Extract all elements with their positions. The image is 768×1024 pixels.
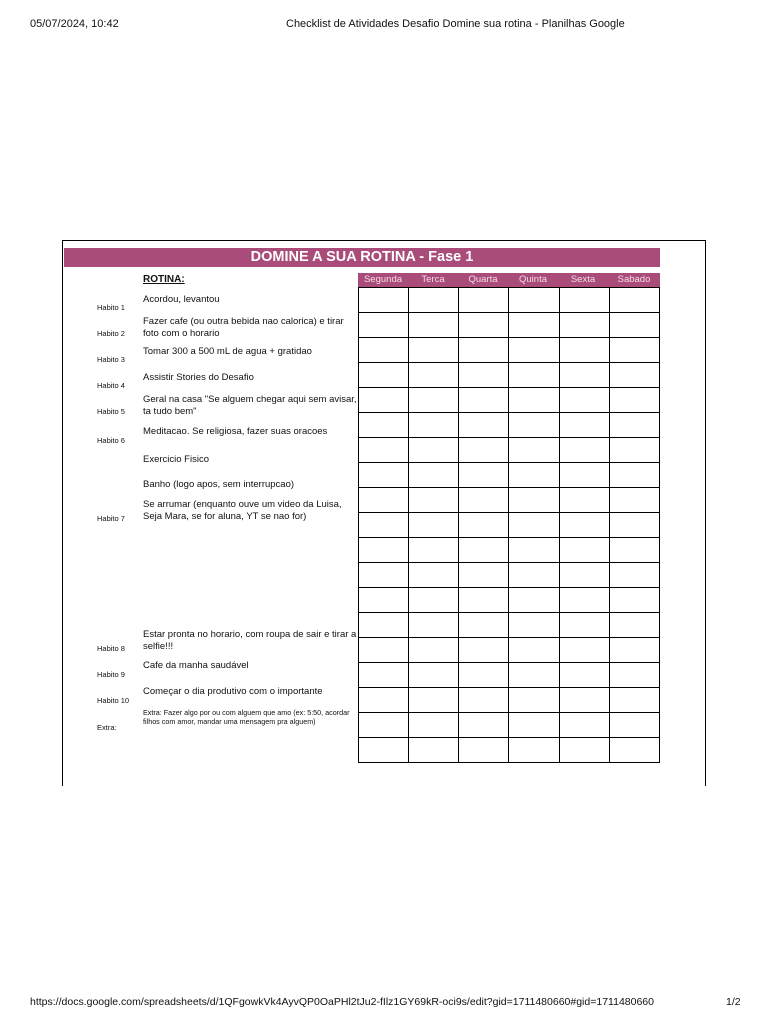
check-cell-sexta[interactable] [559, 563, 609, 588]
grid-row [359, 563, 660, 588]
grid-row [359, 288, 660, 313]
habit-description: Exercicio Fisico [143, 454, 209, 465]
check-cell-segunda[interactable] [359, 538, 409, 563]
check-cell-terca[interactable] [409, 363, 459, 388]
habit-description: Geral na casa "Se alguem chegar aqui sem avisar, ta tudo bem" [143, 394, 357, 417]
check-cell-quarta[interactable] [459, 313, 509, 338]
check-cell-segunda[interactable] [359, 638, 409, 663]
sheet-top-border [62, 240, 706, 241]
check-cell-quinta[interactable] [509, 313, 559, 338]
habit-row [62, 677, 358, 703]
check-cell-segunda[interactable] [359, 688, 409, 713]
grid-row [359, 438, 660, 463]
check-cell-segunda[interactable] [359, 413, 409, 438]
check-cell-terca[interactable] [409, 413, 459, 438]
sheet-right-border [705, 240, 706, 786]
check-cell-quarta[interactable] [459, 538, 509, 563]
print-header-datetime: 05/07/2024, 10:42 [30, 18, 119, 30]
check-cell-sabado[interactable] [609, 413, 659, 438]
check-cell-terca[interactable] [409, 688, 459, 713]
grid-row [359, 513, 660, 538]
check-cell-quinta[interactable] [509, 288, 559, 313]
habit-label: Habito 10 [97, 696, 130, 705]
habit-row [62, 495, 358, 521]
check-cell-segunda[interactable] [359, 438, 409, 463]
day-label-segunda: Segunda [363, 274, 403, 285]
check-cell-quinta[interactable] [509, 638, 559, 663]
print-footer-page: 1/2 [726, 996, 741, 1008]
grid-row [359, 313, 660, 338]
check-cell-sabado[interactable] [609, 488, 659, 513]
check-cell-quarta[interactable] [459, 738, 509, 763]
habit-row [62, 391, 358, 417]
habit-label: Habito 5 [97, 407, 125, 416]
day-label-sabado: Sabado [617, 274, 651, 285]
check-cell-quinta[interactable] [509, 538, 559, 563]
check-cell-terca[interactable] [409, 488, 459, 513]
habit-label: Habito 2 [97, 329, 125, 338]
banner-title: DOMINE A SUA ROTINA - Fase 1 [64, 248, 660, 267]
check-cell-segunda[interactable] [359, 563, 409, 588]
check-cell-terca[interactable] [409, 338, 459, 363]
check-cell-sabado[interactable] [609, 688, 659, 713]
print-header-title: Checklist de Atividades Desafio Domine sua rotina - Planilhas Google [286, 18, 625, 30]
check-cell-quinta[interactable] [509, 563, 559, 588]
habit-row [62, 339, 358, 365]
habit-description: Extra: Fazer algo por ou com alguem que amo (ex: 5:50, acordar filhos com amor, mandar uma mensagem pra alguem) [143, 708, 350, 726]
grid-row [359, 338, 660, 363]
checklist-grid [358, 287, 660, 763]
check-cell-sabado[interactable] [609, 588, 659, 613]
check-cell-quarta[interactable] [459, 463, 509, 488]
habit-description: Tomar 300 a 500 mL de agua + gratidao [143, 346, 312, 357]
print-footer-url: https://docs.google.com/spreadsheets/d/1QFgowkVk4AyvQP0OaPHl2tJu2-fIlz1GY69kR-oci9s/edit?gid=1711480660#gid=1711480660 [30, 996, 654, 1008]
check-cell-sabado[interactable] [609, 638, 659, 663]
check-cell-sexta[interactable] [559, 288, 609, 313]
check-cell-segunda[interactable] [359, 713, 409, 738]
habit-label: Habito 4 [97, 381, 125, 390]
check-cell-quinta[interactable] [509, 413, 559, 438]
check-cell-quarta[interactable] [459, 338, 509, 363]
check-cell-quarta[interactable] [459, 413, 509, 438]
habit-row [62, 417, 358, 443]
habit-label: Habito 1 [97, 303, 125, 312]
check-cell-sexta[interactable] [559, 413, 609, 438]
check-cell-quarta[interactable] [459, 638, 509, 663]
check-cell-quinta[interactable] [509, 338, 559, 363]
habit-label: Habito 7 [97, 514, 125, 523]
check-cell-terca[interactable] [409, 463, 459, 488]
check-cell-sexta[interactable] [559, 363, 609, 388]
check-cell-quinta[interactable] [509, 588, 559, 613]
habit-label: Habito 6 [97, 436, 125, 445]
habit-row [62, 651, 358, 677]
check-cell-sexta[interactable] [559, 463, 609, 488]
day-label-terca: Terca [421, 274, 445, 285]
check-cell-sabado[interactable] [609, 388, 659, 413]
habit-row [62, 287, 358, 313]
check-cell-sexta[interactable] [559, 663, 609, 688]
check-cell-terca[interactable] [409, 513, 459, 538]
grid-row [359, 613, 660, 638]
check-cell-quinta[interactable] [509, 663, 559, 688]
check-cell-quinta[interactable] [509, 738, 559, 763]
check-cell-sabado[interactable] [609, 513, 659, 538]
check-cell-segunda[interactable] [359, 463, 409, 488]
check-cell-quarta[interactable] [459, 488, 509, 513]
check-cell-terca[interactable] [409, 663, 459, 688]
check-cell-sabado[interactable] [609, 713, 659, 738]
check-cell-terca[interactable] [409, 638, 459, 663]
check-cell-sabado[interactable] [609, 313, 659, 338]
habit-label: Habito 9 [97, 670, 125, 679]
habit-row [62, 703, 358, 732]
check-cell-sabado[interactable] [609, 613, 659, 638]
habit-description: Fazer cafe (ou outra bebida nao calorica) e tirar foto com o horario [143, 316, 344, 339]
check-cell-sexta[interactable] [559, 313, 609, 338]
habit-row [62, 443, 358, 469]
check-cell-sabado[interactable] [609, 538, 659, 563]
check-cell-sexta[interactable] [559, 738, 609, 763]
grid-row [359, 588, 660, 613]
check-cell-segunda[interactable] [359, 288, 409, 313]
check-cell-terca[interactable] [409, 538, 459, 563]
check-cell-segunda[interactable] [359, 513, 409, 538]
check-cell-quarta[interactable] [459, 688, 509, 713]
check-cell-terca[interactable] [409, 738, 459, 763]
check-cell-segunda[interactable] [359, 488, 409, 513]
habit-description: Começar o dia produtivo com o importante [143, 686, 323, 697]
habit-label: Extra: [97, 723, 117, 732]
check-cell-segunda[interactable] [359, 313, 409, 338]
check-cell-sabado[interactable] [609, 463, 659, 488]
check-cell-quinta[interactable] [509, 388, 559, 413]
check-cell-sabado[interactable] [609, 563, 659, 588]
habit-description: Assistir Stories do Desafio [143, 372, 254, 383]
check-cell-quarta[interactable] [459, 288, 509, 313]
check-cell-quarta[interactable] [459, 363, 509, 388]
check-cell-quarta[interactable] [459, 613, 509, 638]
grid-row [359, 713, 660, 738]
check-cell-quarta[interactable] [459, 388, 509, 413]
habit-description: Se arrumar (enquanto ouve um video da Luisa, Seja Mara, se for aluna, YT se nao for) [143, 499, 342, 522]
grid-row [359, 363, 660, 388]
check-cell-sabado[interactable] [609, 438, 659, 463]
grid-row [359, 413, 660, 438]
day-label-quarta: Quarta [468, 274, 498, 285]
habit-description: Acordou, levantou [143, 294, 220, 305]
check-cell-quarta[interactable] [459, 438, 509, 463]
day-label-sexta: Sexta [570, 274, 596, 285]
check-cell-quarta[interactable] [459, 588, 509, 613]
check-cell-segunda[interactable] [359, 338, 409, 363]
check-cell-terca[interactable] [409, 388, 459, 413]
check-cell-terca[interactable] [409, 563, 459, 588]
grid-row [359, 663, 660, 688]
check-cell-segunda[interactable] [359, 738, 409, 763]
grid-row [359, 538, 660, 563]
check-cell-sexta[interactable] [559, 388, 609, 413]
check-cell-sabado[interactable] [609, 338, 659, 363]
check-cell-terca[interactable] [409, 288, 459, 313]
check-cell-quarta[interactable] [459, 713, 509, 738]
check-cell-segunda[interactable] [359, 663, 409, 688]
check-cell-segunda[interactable] [359, 588, 409, 613]
check-cell-quinta[interactable] [509, 713, 559, 738]
grid-row [359, 738, 660, 763]
check-cell-sexta[interactable] [559, 713, 609, 738]
check-cell-sexta[interactable] [559, 613, 609, 638]
habit-label: Habito 3 [97, 355, 125, 364]
check-cell-terca[interactable] [409, 613, 459, 638]
check-cell-sexta[interactable] [559, 538, 609, 563]
check-cell-terca[interactable] [409, 713, 459, 738]
check-cell-sexta[interactable] [559, 588, 609, 613]
check-cell-quinta[interactable] [509, 463, 559, 488]
check-cell-sexta[interactable] [559, 513, 609, 538]
habit-row [62, 469, 358, 495]
check-cell-sexta[interactable] [559, 688, 609, 713]
grid-row [359, 638, 660, 663]
check-cell-sexta[interactable] [559, 488, 609, 513]
check-cell-quinta[interactable] [509, 438, 559, 463]
check-cell-quinta[interactable] [509, 613, 559, 638]
check-cell-sabado[interactable] [609, 738, 659, 763]
check-cell-quarta[interactable] [459, 563, 509, 588]
grid-row [359, 388, 660, 413]
check-cell-segunda[interactable] [359, 613, 409, 638]
check-cell-quinta[interactable] [509, 688, 559, 713]
grid-row [359, 463, 660, 488]
check-cell-sexta[interactable] [559, 638, 609, 663]
grid-row [359, 488, 660, 513]
check-cell-sexta[interactable] [559, 438, 609, 463]
habit-description: Cafe da manha saudável [143, 660, 249, 671]
habit-row [62, 313, 358, 339]
check-cell-sabado[interactable] [609, 288, 659, 313]
check-cell-sexta[interactable] [559, 338, 609, 363]
day-label-quinta: Quinta [519, 274, 547, 285]
habit-row [62, 625, 358, 651]
check-cell-quarta[interactable] [459, 513, 509, 538]
rotina-label: ROTINA: [143, 274, 185, 285]
check-cell-terca[interactable] [409, 588, 459, 613]
check-cell-segunda[interactable] [359, 388, 409, 413]
check-cell-terca[interactable] [409, 438, 459, 463]
habit-description: Estar pronta no horario, com roupa de sair e tirar a selfie!!! [143, 629, 357, 652]
check-cell-quinta[interactable] [509, 488, 559, 513]
check-cell-sabado[interactable] [609, 363, 659, 388]
check-cell-quarta[interactable] [459, 663, 509, 688]
habit-label: Habito 8 [97, 644, 125, 653]
check-cell-segunda[interactable] [359, 363, 409, 388]
grid-row [359, 688, 660, 713]
habit-description: Banho (logo apos, sem interrupcao) [143, 479, 295, 490]
spreadsheet-page [62, 240, 706, 786]
check-cell-quinta[interactable] [509, 363, 559, 388]
habit-description: Meditacao. Se religiosa, fazer suas oracoes [143, 426, 328, 437]
habit-row [62, 365, 358, 391]
check-cell-terca[interactable] [409, 313, 459, 338]
check-cell-quinta[interactable] [509, 513, 559, 538]
check-cell-sabado[interactable] [609, 663, 659, 688]
